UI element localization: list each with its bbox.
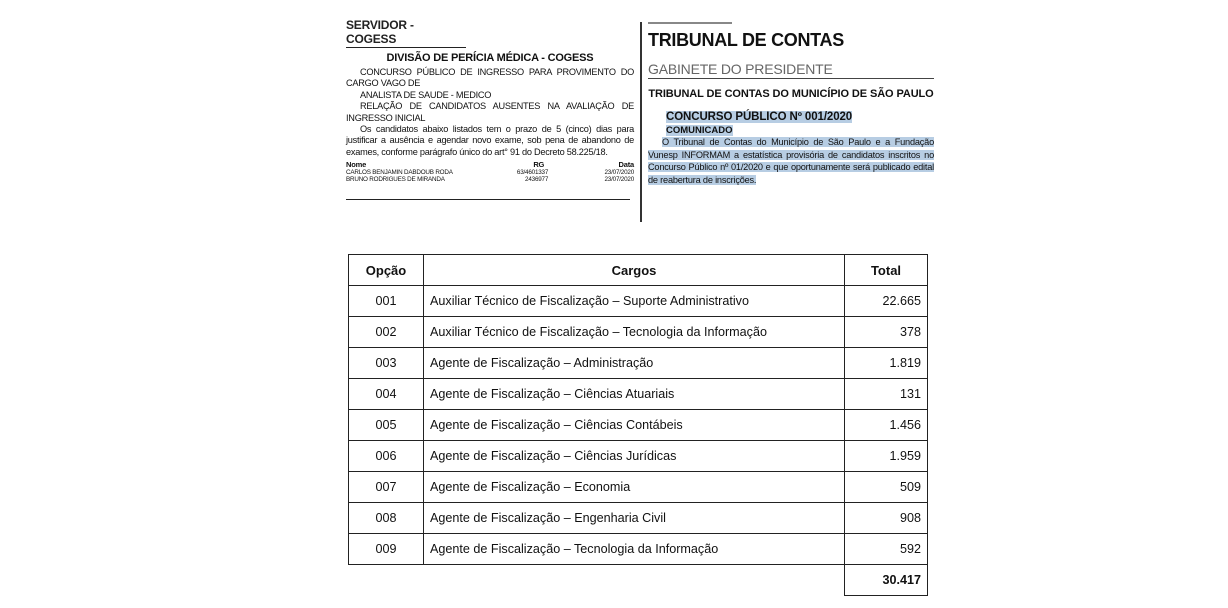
table-row <box>346 169 634 176</box>
col-header-total: Total <box>845 255 928 286</box>
cell-cargo: Agente de Fiscalização – Tecnologia da Informação <box>424 534 845 565</box>
section-title: TRIBUNAL DE CONTAS <box>648 30 844 50</box>
cell-cargo: Agente de Fiscalização – Ciências Atuariais <box>424 379 845 410</box>
divider <box>648 22 732 24</box>
cell-data: 23/07/2020 <box>604 176 634 184</box>
table-row <box>349 503 928 534</box>
cell-cargo: Agente de Fiscalização – Engenharia Civil <box>424 503 845 534</box>
cell-opcao: 008 <box>349 503 424 534</box>
cell-total: 592 <box>845 534 928 565</box>
col-header-nome: Nome <box>346 160 367 170</box>
cell-total: 1.959 <box>845 441 928 472</box>
cell-total: 131 <box>845 379 928 410</box>
cell-opcao: 001 <box>349 286 424 317</box>
cell-nome: BRUNO RODRIGUES DE MIRANDA <box>346 176 445 184</box>
servidor-cogess-section <box>346 18 634 200</box>
tribunal-section <box>648 22 934 186</box>
grand-total: 30.417 <box>845 565 928 596</box>
total-row <box>349 565 928 596</box>
table-header-row <box>349 255 928 286</box>
comunicado-body <box>648 136 934 186</box>
comunicado-text: O Tribunal de Contas do Município de São Paulo e a Fundação Vunesp INFORMAM a estatística provisória de candidatos inscritos no Concurso Público nº 01/2020 e que oportunamente será publicado edital de reabertura de inscrições. <box>648 137 934 185</box>
cell-total: 1.456 <box>845 410 928 441</box>
cell-cargo: Auxiliar Técnico de Fiscalização – Suporte Administrativo <box>424 286 845 317</box>
cell-total: 1.819 <box>845 348 928 379</box>
cell-total: 22.665 <box>845 286 928 317</box>
cell-rg: 63/4601337 <box>516 169 549 177</box>
column-divider <box>640 22 642 222</box>
cell-cargo: Agente de Fiscalização – Ciências Jurídicas <box>424 441 845 472</box>
comunicado-label: COMUNICADO <box>666 125 733 136</box>
cell-total: 509 <box>845 472 928 503</box>
cell-cargo: Auxiliar Técnico de Fiscalização – Tecnologia da Informação <box>424 317 845 348</box>
table-row <box>349 286 928 317</box>
cell-nome: CARLOS BENJAMIN DABDOUB RODA <box>346 169 453 177</box>
cell-opcao: 005 <box>349 410 424 441</box>
divider <box>346 199 630 200</box>
cell-cargo: Agente de Fiscalização – Administração <box>424 348 845 379</box>
col-header-rg: RG <box>533 160 545 170</box>
cell-rg: 2436977 <box>525 176 549 184</box>
col-header-data: Data <box>618 160 634 170</box>
table-row <box>346 176 634 183</box>
candidates-statistics-table <box>348 254 928 596</box>
section-body <box>346 67 634 158</box>
cell-opcao: 007 <box>349 472 424 503</box>
table-row <box>349 534 928 565</box>
paragraph: CONCURSO PÚBLICO DE INGRESSO PARA PROVIMENTO DO CARGO VAGO DE <box>346 67 634 89</box>
concurso-heading: CONCURSO PÚBLICO Nº 001/2020 <box>666 111 853 123</box>
paragraph: RELAÇÃO DE CANDIDATOS AUSENTES NA AVALIAÇÃO DE INGRESSO INICIAL <box>346 101 634 123</box>
col-header-opcao: Opção <box>349 255 424 286</box>
table-row <box>349 441 928 472</box>
cell-opcao: 002 <box>349 317 424 348</box>
section-label: SERVIDOR - COGESS <box>346 18 466 48</box>
cell-opcao: 009 <box>349 534 424 565</box>
cell-total: 378 <box>845 317 928 348</box>
organization-name: TRIBUNAL DE CONTAS DO MUNICÍPIO DE SÃO PAULO <box>648 88 934 100</box>
paragraph: ANALISTA DE SAUDE - MEDICO <box>360 89 492 100</box>
section-title: DIVISÃO DE PERÍCIA MÉDICA - COGESS <box>386 52 594 64</box>
absent-candidates-table <box>346 160 634 183</box>
cell-opcao: 003 <box>349 348 424 379</box>
table-row <box>349 410 928 441</box>
cell-total: 908 <box>845 503 928 534</box>
cell-opcao: 006 <box>349 441 424 472</box>
table-row <box>349 348 928 379</box>
table-row <box>349 472 928 503</box>
empty-cell <box>349 565 424 596</box>
cell-opcao: 004 <box>349 379 424 410</box>
cell-data: 23/07/2020 <box>604 169 634 177</box>
table-row <box>349 317 928 348</box>
cell-cargo: Agente de Fiscalização – Ciências Contábeis <box>424 410 845 441</box>
col-header-cargos: Cargos <box>424 255 845 286</box>
section-subtitle: GABINETE DO PRESIDENTE <box>648 61 934 79</box>
paragraph: Os candidatos abaixo listados tem o prazo de 5 (cinco) dias para justificar a ausência e agendar novo exame, sob pena de abandono de exames, conforme parágrafo único do art° 91 do Decreto 58.225/18. <box>346 124 634 157</box>
table-row <box>349 379 928 410</box>
cell-cargo: Agente de Fiscalização – Economia <box>424 472 845 503</box>
empty-cell <box>424 565 845 596</box>
